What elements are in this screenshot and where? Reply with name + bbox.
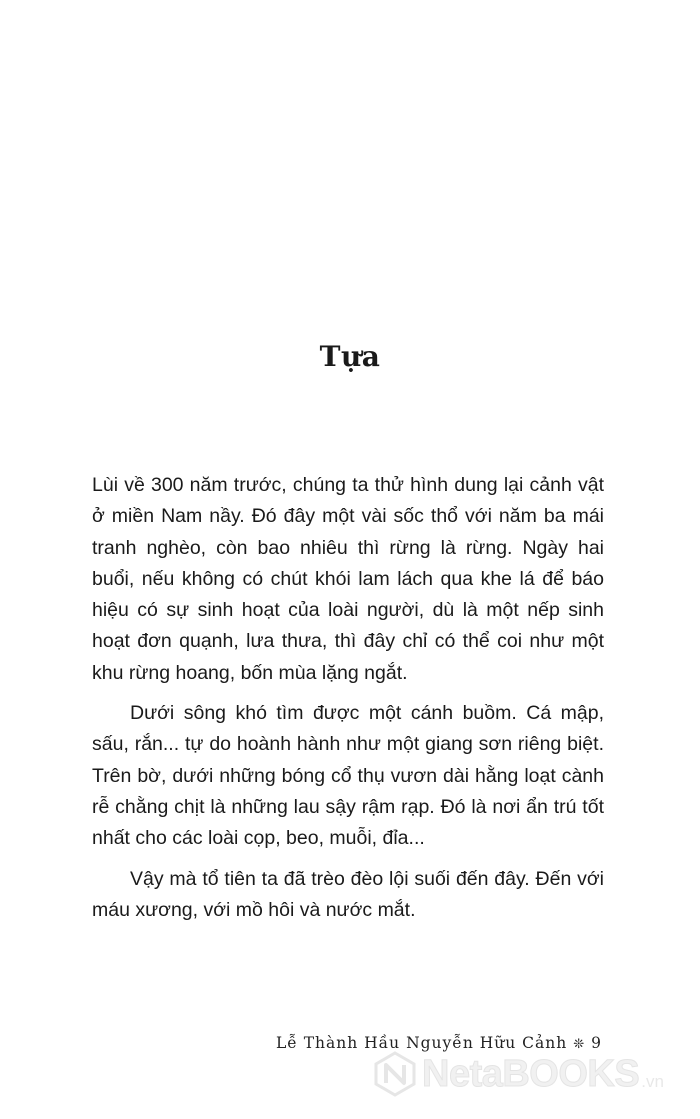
paragraph-2: Dưới sông khó tìm được một cánh buồm. Cá mập, sấu, rắn... tự do hoành hành như một giang sơn riêng biệt. Trên bờ, dưới những bóng cổ thụ vươn dài hằng loạt cành rễ chằng chịt là những lau sậy rậm rạp. Đó là nơi ẩn trú tốt nhất cho các loài cọp, beo, muỗi, đỉa... [92,702,604,850]
page-title: Tựa [319,340,381,373]
paragraph-1: Lùi về 300 năm trước, chúng ta thử hình dung lại cảnh vật ở miền Nam nầy. Đó đây một vài sốc thổ với năm ba mái tranh nghèo, còn bao nhiêu thì rừng là rừng. Ngày hai buổi, nếu không có chút khói lam lách qua khe lá để báo hiệu có sự sinh hoạt của loài người, dù là một nếp sinh hoạt đơn quạnh, lưa thưa, thì đây chỉ có thể coi như một khu rừng hoang, bốn mùa lặng ngắt. [92,474,604,684]
watermark-brand: NetaBOOKS [422,1053,640,1095]
netabooks-logo-icon [372,1051,418,1097]
separator-ornament-icon: ❊ [573,1037,586,1052]
paragraph-3: Vậy mà tổ tiên ta đã trèo đèo lội suối đến đây. Đến với máu xương, với mồ hôi và nước mắt. [92,867,604,921]
body-text [92,470,604,935]
watermark [372,1048,692,1100]
watermark-suffix: .vn [641,1072,664,1091]
running-title: Lễ Thành Hầu Nguyễn Hữu Cảnh [275,1034,568,1052]
page-number: 9 [591,1034,602,1052]
